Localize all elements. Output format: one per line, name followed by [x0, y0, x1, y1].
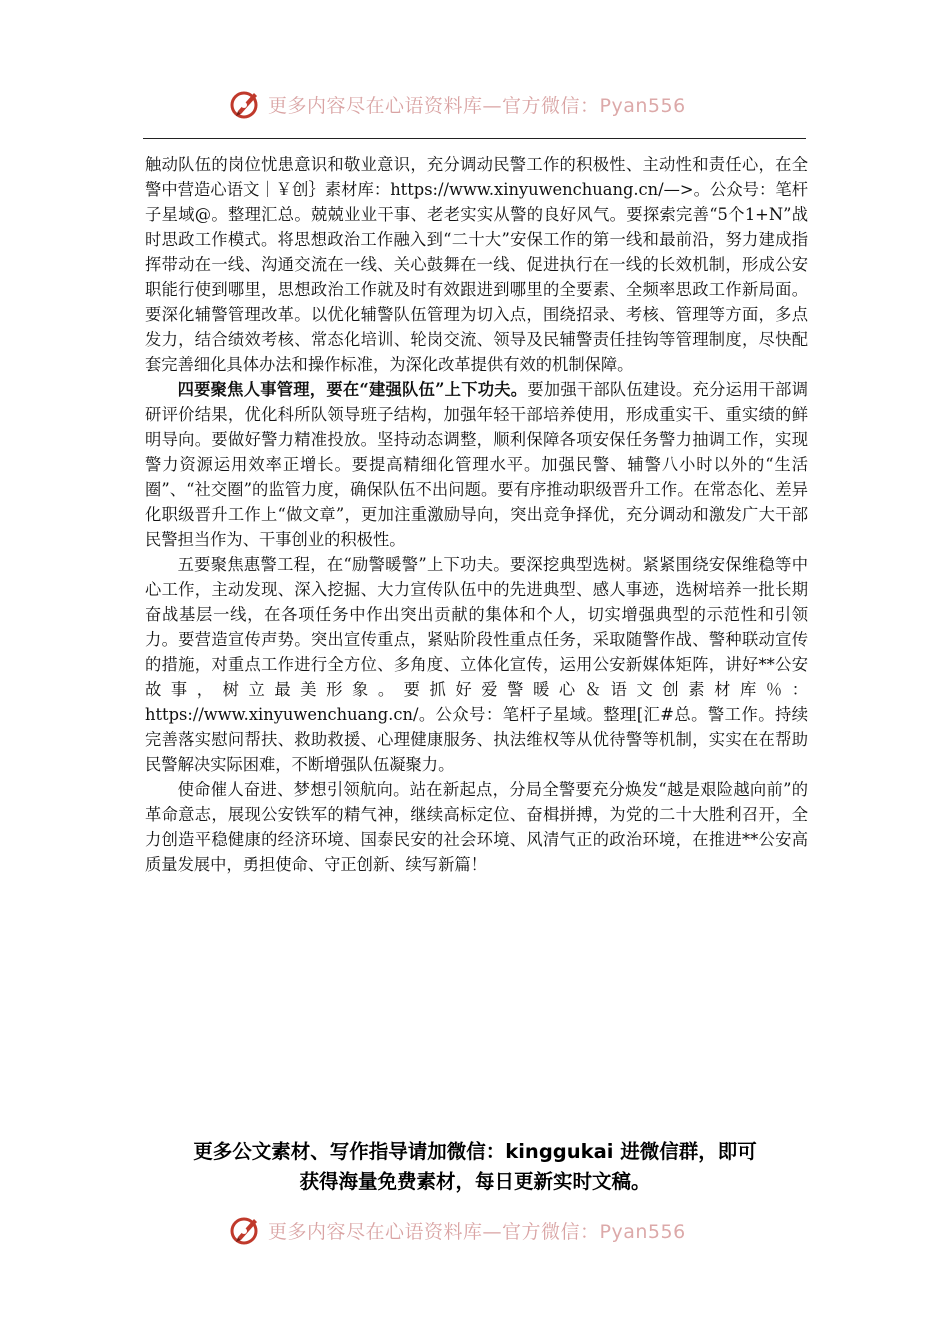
pen-logo-icon: [228, 1213, 262, 1247]
paragraph-2-heading: 四要聚焦人事管理，要在“建强队伍”上下功夫。: [177, 380, 528, 399]
document-body: [145, 152, 808, 877]
brand-text: 更多内容尽在心语资料库—官方微信：Pyan556: [268, 1220, 686, 1243]
header-brand: [228, 84, 728, 124]
footer-brand: [228, 1210, 728, 1250]
footer-note-line-1: 更多公文素材、写作指导请加微信：kinggukai 进微信群，即可: [193, 1140, 757, 1163]
paragraph-2: [145, 377, 808, 552]
brand-wechat-id: Pyan556: [599, 94, 686, 117]
footer-note-line-2: 获得海量免费素材，每日更新实时文稿。: [299, 1170, 651, 1193]
paragraph-1: 触动队伍的岗位忧患意识和敬业意识，充分调动民警工作的积极性、主动性和责任心，在全警中营造心语文｜￥创｝素材库：https://www.xinyuwenchuang.cn/—>。公众号：笔杆子星域@。整理汇总。兢兢业业干事、老老实实从警的良好风气。要探索完善“5个1+N”战时思政工作模式。将思想政治工作融入到“二十大”安保工作的第一线和最前沿，努力建成指挥带动在一线、沟通交流在一线、关心鼓舞在一线、促进执行在一线的长效机制，形成公安职能行使到哪里，思想政治工作就及时有效跟进到哪里的全要素、全频率思政工作新局面。要深化辅警管理改革。以优化辅警队伍管理为切入点，围绕招录、考核、管理等方面，多点发力，结合绩效考核、常态化培训、轮岗交流、领导及民辅警责任挂钩等管理制度，尽快配套完善细化具体办法和操作标准，为深化改革提供有效的机制保障。: [145, 155, 808, 374]
paragraph-2-text: 要加强干部队伍建设。充分运用干部调研评价结果，优化科所队领导班子结构，加强年轻干部培养使用，形成重实干、重实绩的鲜明导向。要做好警力精准投放。坚持动态调整，顺利保障各项安保任务警力抽调工作，实现警力资源运用效率正增长。要提高精细化管理水平。加强民警、辅警八小时以外的“生活圈”、“社交圈”的监管力度，确保队伍不出问题。要有序推动职级晋升工作。在常态化、差异化职级晋升工作上“做文章”，更加注重激励导向，突出竞争择优，充分调动和激发广大干部民警担当作为、干事创业的积极性。: [145, 380, 808, 549]
footer-note: [100, 1137, 850, 1197]
pen-logo-icon: [228, 87, 262, 121]
brand-text: 更多内容尽在心语资料库—官方微信：Pyan556: [268, 94, 686, 117]
paragraph-4: 使命催人奋进、梦想引领航向。站在新起点，分局全警要充分焕发“越是艰险越向前”的革命意志，展现公安铁军的精气神，继续高标定位、奋楫拼搏，为党的二十大胜利召开，全力创造平稳健康的经济环境、国泰民安的社会环境、风清气正的政治环境，在推进**公安高质量发展中，勇担使命、守正创新、续写新篇！: [145, 780, 808, 874]
brand-wechat-id: Pyan556: [599, 1220, 686, 1243]
header-rule: [143, 138, 806, 139]
paragraph-3: 五要聚焦惠警工程，在“励警暖警”上下功夫。要深挖典型选树。紧紧围绕安保维稳等中心工作，主动发现、深入挖掘、大力宣传队伍中的先进典型、感人事迹，选树培养一批长期奋战基层一线，在各项任务中作出突出贡献的集体和个人，切实增强典型的示范性和引领力。要营造宣传声势。突出宣传重点，紧贴阶段性重点任务，采取随警作战、警种联动宣传的措施，对重点工作进行全方位、多角度、立体化宣传，运用公安新媒体矩阵，讲好**公安故事，树立最美形象。要抓好爱警暖心＆语文创素材库％：https://www.xinyuwenchuang.cn/。公众号：笔杆子星域。整理[汇#总。警工作。持续完善落实慰问帮扶、救助救援、心理健康服务、执法维权等从优待警等机制，实实在在帮助民警解决实际困难，不断增强队伍凝聚力。: [145, 555, 808, 774]
